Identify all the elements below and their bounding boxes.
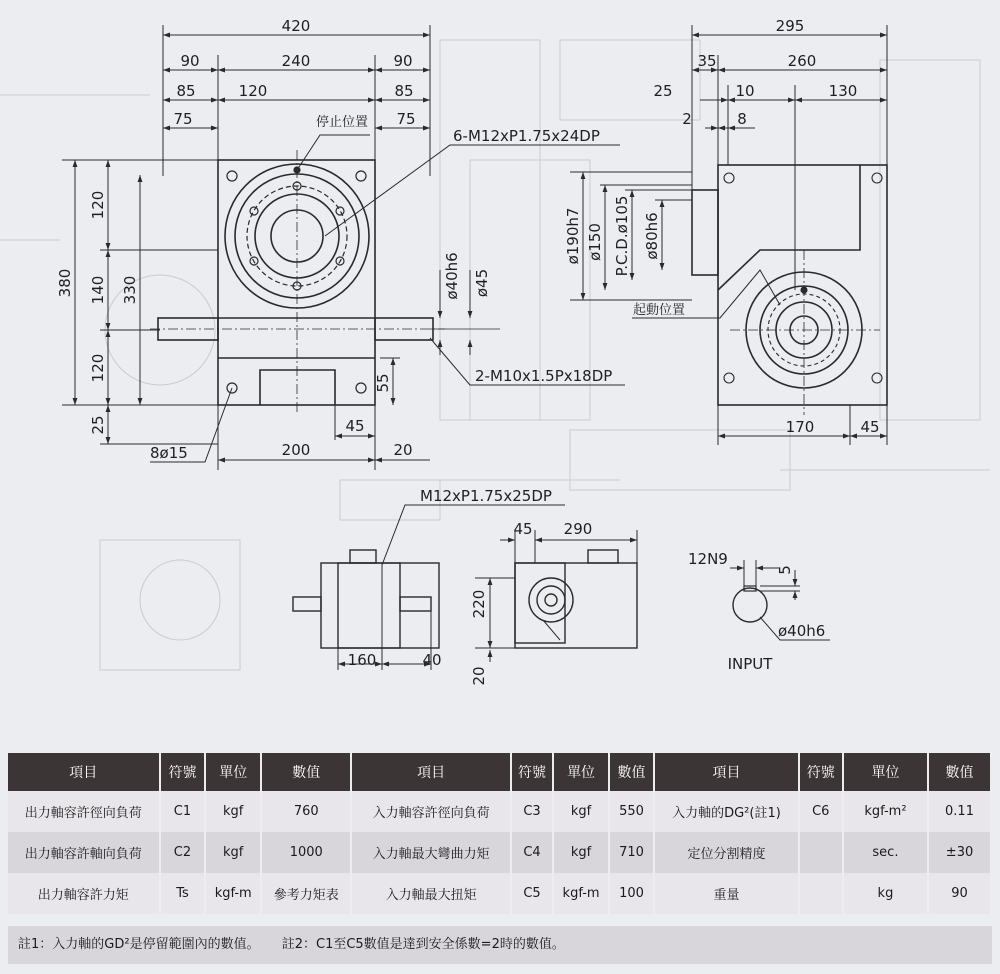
side-dim-150: ø150: [586, 223, 604, 261]
table-cell: 出力軸容許軸向負荷: [8, 832, 160, 873]
end-dim-220: 220: [470, 589, 488, 619]
front-dim-90-left: 90: [180, 52, 200, 70]
col-symbol: 符號: [160, 753, 206, 791]
table-cell: 550: [609, 791, 654, 832]
table-cell: 1000: [261, 832, 351, 873]
table-cell: Ts: [160, 873, 206, 914]
table-cell: kgf-m: [205, 873, 261, 914]
side-dim-80h6: ø80h6: [643, 212, 661, 260]
front-dim-420: 420: [281, 17, 311, 35]
end-view: [470, 520, 637, 686]
spec-table: [8, 753, 992, 914]
tap-bottom-label: 2-M10x1.5Px18DP: [475, 367, 613, 385]
col-unit: 單位: [843, 753, 928, 791]
front-dim-240: 240: [281, 52, 311, 70]
front-dim-140: 140: [89, 275, 107, 305]
table-cell: 入力軸最大扭矩: [351, 873, 510, 914]
input-label: INPUT: [727, 655, 773, 673]
front-dim-75-left: 75: [173, 110, 193, 128]
table-cell: 出力軸容許徑向負荷: [8, 791, 160, 832]
keyway-depth-label: 5: [776, 565, 794, 575]
keyway-label: 12N9: [688, 550, 728, 568]
col-item: 項目: [8, 753, 160, 791]
front-dim-45: 45: [345, 417, 365, 435]
col-value: 數值: [261, 753, 351, 791]
tap-top-label: 6-M12xP1.75x24DP: [453, 127, 600, 145]
table-cell: 90: [928, 873, 991, 914]
table-cell: C3: [511, 791, 553, 832]
front-dim-55: 55: [374, 373, 392, 393]
front-dim-120-bottom: 120: [89, 353, 107, 383]
side-dim-45: 45: [860, 418, 880, 436]
front-dim-200: 200: [281, 441, 311, 459]
table-row: [8, 873, 991, 914]
front-dim-25: 25: [89, 415, 107, 435]
col-item: 項目: [654, 753, 799, 791]
side-dim-35: 35: [697, 52, 717, 70]
side-dim-10: 10: [735, 82, 755, 100]
col-symbol: 符號: [511, 753, 553, 791]
table-cell: C2: [160, 832, 206, 873]
table-cell: kgf: [553, 832, 609, 873]
table-cell: sec.: [843, 832, 928, 873]
shaft-dim-40h6: ø40h6: [443, 252, 461, 300]
input-shaft-detail: [688, 550, 830, 673]
side-view: [564, 17, 887, 445]
table-cell: 0.11: [928, 791, 991, 832]
front-dim-20: 20: [393, 441, 413, 459]
side-dim-170: 170: [785, 418, 815, 436]
table-cell: 出力軸容許力矩: [8, 873, 160, 914]
side-dim-260: 260: [787, 52, 817, 70]
end-dim-45: 45: [513, 520, 533, 538]
top-view-tap-label: M12xP1.75x25DP: [420, 487, 552, 505]
table-cell: C4: [511, 832, 553, 873]
table-cell: [799, 873, 843, 914]
table-cell: kgf-m²: [843, 791, 928, 832]
table-row: [8, 791, 991, 832]
front-dim-120-top: 120: [89, 190, 107, 220]
top-dim-40: 40: [422, 651, 442, 669]
side-dim-295: 295: [775, 17, 805, 35]
table-cell: 參考力矩表: [261, 873, 351, 914]
end-dim-20: 20: [470, 666, 488, 686]
col-unit: 單位: [553, 753, 609, 791]
table-cell: 入力軸的DG²(註1): [654, 791, 799, 832]
top-dim-160: 160: [347, 651, 377, 669]
front-dim-85-left: 85: [176, 82, 196, 100]
table-cell: C5: [511, 873, 553, 914]
col-value: 數值: [928, 753, 991, 791]
table-cell: 定位分割精度: [654, 832, 799, 873]
holes-label: 8ø15: [150, 444, 188, 462]
footnotes: [8, 926, 992, 964]
side-dim-pcd105: P.C.D.ø105: [613, 195, 631, 277]
table-cell: [799, 832, 843, 873]
col-symbol: 符號: [799, 753, 843, 791]
footnote-2: 註2：C1至C5數值是達到安全係數=2時的數值。: [281, 937, 565, 952]
table-cell: 入力軸最大彎曲力矩: [351, 832, 510, 873]
front-dim-380: 380: [56, 268, 74, 298]
front-dim-75-right: 75: [396, 110, 416, 128]
table-cell: 入力軸容許徑向負荷: [351, 791, 510, 832]
table-cell: kgf: [205, 832, 261, 873]
front-dim-85-right: 85: [394, 82, 414, 100]
col-item: 項目: [351, 753, 510, 791]
side-dim-190h7: ø190h7: [564, 207, 582, 265]
table-cell: 100: [609, 873, 654, 914]
input-diameter-label: ø40h6: [778, 622, 826, 640]
stop-position-label: 停止位置: [316, 115, 369, 130]
table-row: [8, 832, 991, 873]
spec-table-header: [8, 753, 991, 791]
end-dim-290: 290: [563, 520, 593, 538]
col-value: 數值: [609, 753, 654, 791]
shaft-dim-45: ø45: [473, 268, 491, 298]
table-cell: 重量: [654, 873, 799, 914]
front-dim-120: 120: [238, 82, 268, 100]
table-cell: kgf-m: [553, 873, 609, 914]
side-dim-25: 25: [653, 82, 673, 100]
side-dim-2: 2: [682, 110, 692, 128]
table-cell: C6: [799, 791, 843, 832]
table-cell: 760: [261, 791, 351, 832]
front-dim-90-right: 90: [393, 52, 413, 70]
table-cell: 710: [609, 832, 654, 873]
table-cell: ±30: [928, 832, 991, 873]
table-cell: kgf: [205, 791, 261, 832]
footnote-1: 註1：入力軸的GD²是停留範圍內的數值。: [18, 937, 260, 952]
side-dim-130: 130: [828, 82, 858, 100]
col-unit: 單位: [205, 753, 261, 791]
table-cell: kgf: [553, 791, 609, 832]
front-dim-330: 330: [121, 275, 139, 305]
start-position-label: 起動位置: [633, 303, 686, 318]
table-cell: kg: [843, 873, 928, 914]
side-dim-8: 8: [737, 110, 747, 128]
table-cell: C1: [160, 791, 206, 832]
